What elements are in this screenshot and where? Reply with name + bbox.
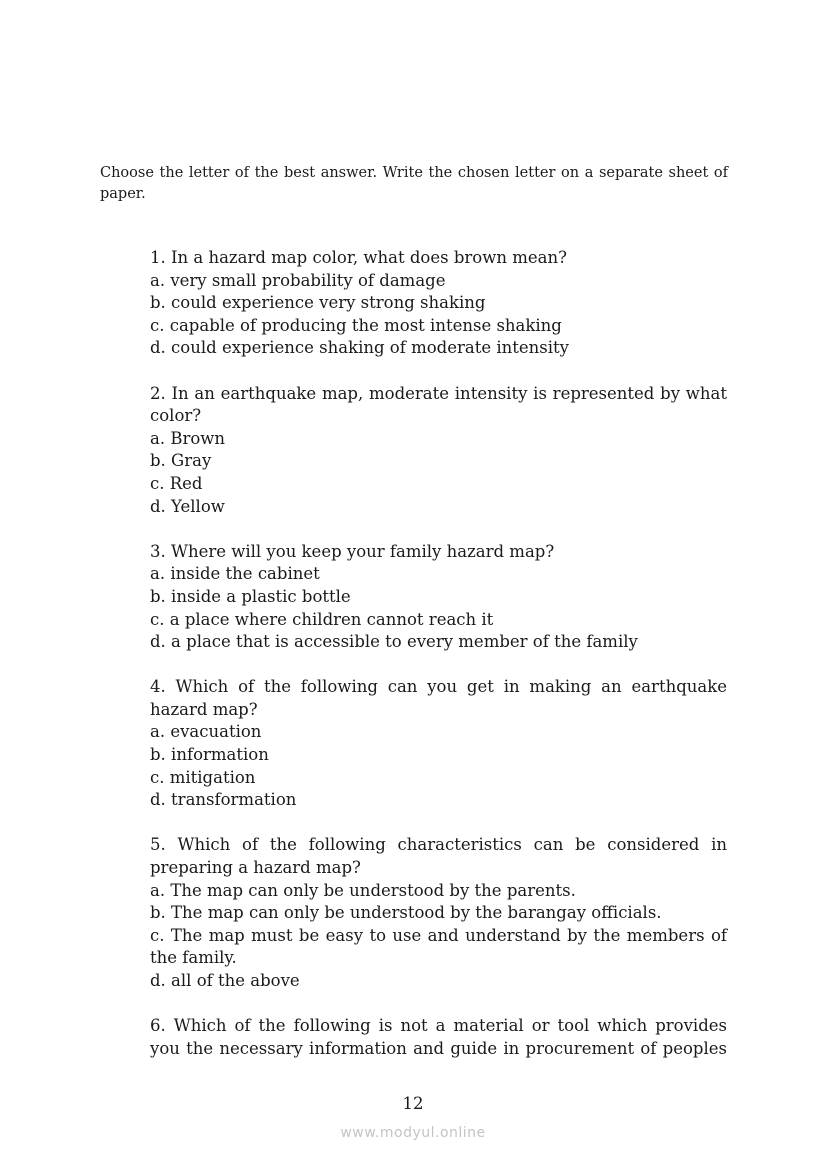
option-a: a. evacuation bbox=[150, 722, 262, 742]
option-c: c. Red bbox=[150, 473, 203, 493]
option-d: d. could experience shaking of moderate intensity bbox=[150, 338, 569, 358]
option-c: c. mitigation bbox=[150, 767, 256, 787]
option-d: d. Yellow bbox=[150, 496, 225, 516]
option-c: c. a place where children cannot reach it bbox=[150, 609, 494, 629]
question-stem: 6. Which of the following is not a material or tool which provides you the necessary information and guide in procurement of peoples bbox=[150, 1016, 727, 1058]
option-list bbox=[150, 428, 727, 518]
option-b: b. information bbox=[150, 745, 269, 765]
option-b: b. inside a plastic bottle bbox=[150, 586, 351, 606]
instructions: Choose the letter of the best answer. Write the chosen letter on a separate sheet of paper. bbox=[100, 165, 728, 202]
question-5 bbox=[150, 834, 727, 992]
question-4 bbox=[150, 676, 727, 812]
option-b: b. The map can only be understood by the barangay officials. bbox=[150, 903, 662, 923]
option-a: a. Brown bbox=[150, 428, 226, 448]
question-stem: 4. Which of the following can you get in making an earthquake hazard map? bbox=[150, 677, 727, 719]
question-1 bbox=[150, 247, 727, 360]
option-b: b. Gray bbox=[150, 451, 212, 471]
option-c: c. The map must be easy to use and understand by the members of the family. bbox=[150, 925, 727, 968]
option-list bbox=[150, 270, 727, 360]
question-stem: 5. Which of the following characteristics can be considered in preparing a hazard map? bbox=[150, 835, 727, 878]
option-list bbox=[150, 880, 727, 993]
option-list bbox=[150, 563, 727, 653]
question-list bbox=[150, 247, 727, 1083]
question-stem: 1. In a hazard map color, what does brown mean? bbox=[150, 248, 567, 267]
question-2 bbox=[150, 383, 727, 519]
option-a: a. very small probability of damage bbox=[150, 270, 446, 290]
option-d: d. transformation bbox=[150, 790, 297, 810]
option-list bbox=[150, 721, 727, 811]
option-b: b. could experience very strong shaking bbox=[150, 293, 486, 313]
option-a: a. The map can only be understood by the parents. bbox=[150, 880, 576, 900]
question-3 bbox=[150, 541, 727, 654]
question-stem: 2. In an earthquake map, moderate intensity is represented by what color? bbox=[150, 383, 727, 426]
option-d: d. a place that is accessible to every member of the family bbox=[150, 632, 638, 652]
page-number: 12 bbox=[402, 1094, 424, 1113]
option-a: a. inside the cabinet bbox=[150, 564, 320, 584]
question-6 bbox=[150, 1015, 727, 1060]
option-d: d. all of the above bbox=[150, 971, 300, 990]
option-c: c. capable of producing the most intense shaking bbox=[150, 315, 562, 335]
watermark: www.modyul.online bbox=[340, 1125, 486, 1141]
question-stem: 3. Where will you keep your family hazard map? bbox=[150, 541, 555, 561]
